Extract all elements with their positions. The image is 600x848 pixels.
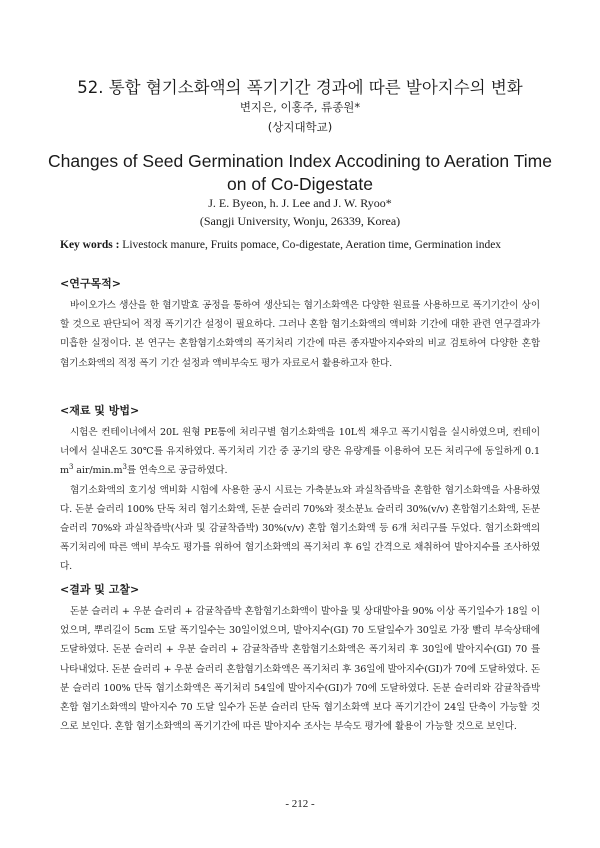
methods-p1-tail: 를 연속으로 공급하였다. bbox=[126, 465, 228, 477]
methods-paragraph-1 bbox=[60, 423, 540, 481]
methods-p1-text: 시험은 컨테이너에서 20L 원형 PE통에 처리구별 혐기소화액을 10L씩 채우고 폭기시험을 실시하였으며, 컨테이너에서 실내온도 30℃를 유지하였다. 폭기처리 기간 중 공기의 량은 유량계를 이용하여 모든 처리구에 동일하게 0.1 m bbox=[60, 427, 540, 477]
korean-affiliation: (상지대학교) bbox=[267, 120, 333, 134]
section-heading-methods: <재료 및 방법> bbox=[60, 404, 140, 417]
keywords bbox=[60, 239, 540, 251]
purpose-paragraph: 바이오가스 생산을 한 혐기발효 공정을 통하여 생산되는 혐기소화액은 다양한 원료를 사용하므로 폭기기간이 상이할 것으로 판단되어 적정 폭기기간 설정이 필요하다. 그러나 혼합 혐기소화액의 액비화 기간에 대한 관련 연구결과가 미흡한 실정이다. 본 연구는 혼합혐기소화액의 폭기처리 기간에 따른 종자발아지수와의 비교 검토하여 다양한 혼합 혐기소화액의 적정 폭기 기간 설정과 액비부숙도 평가 자료로서 활용하고자 한다. bbox=[60, 300, 540, 369]
section-heading-purpose: <연구목적> bbox=[60, 277, 121, 290]
korean-authors: 변지은, 이홍주, 류종원* bbox=[239, 100, 361, 114]
keywords-text: Livestock manure, Fruits pomace, Co-digestate, Aeration time, Germination index bbox=[122, 239, 502, 251]
section-purpose bbox=[60, 275, 540, 373]
results-paragraph: 돈분 슬러리 + 우분 슬러리 + 감귤착즙박 혼합혐기소화액이 발아율 및 상대발아율 90% 이상 폭기일수가 18일 이었으며, 뿌리길이 5cm 도달 폭기일수는 30일이었으며, 발아지수(GI) 70 도달일수가 30일로 가장 빨리 부숙상태에 도달하였다. 돈분 슬러리 + 우분 슬러리 + 감귤착즙박 혼합혐기소화액은 폭기처리 후 30일에 발아지수(GI) 70 를 나타내었다. 돈분 슬러리 + 우분 슬러리 혼합혐기소화액은 폭기처리 후 36일에 발아지수(GI)가 70에 도달하였다. 돈분 슬러리 100% 단독 혐기소화액은 폭기처리 54일에 발아지수(GI)가 70에 도달하였다. 돈분 슬러리와 감귤착즙박 혼합 혐기소화액의 발아지수 70 도달 일수가 돈분 슬러리 단독 혐기소화액 보다 폭기기간이 24일 단축이 가능할 것으로 보인다. 혼합 혐기소화액의 폭기기간에 따른 발아지수 조사는 부숙도 평가에 활용이 가능할 것으로 보인다. bbox=[60, 606, 540, 733]
section-heading-results: <결과 및 고찰> bbox=[60, 583, 140, 596]
english-title: Changes of Seed Germination Index Accodining to Aeration Time on of Co-Digestate bbox=[48, 151, 552, 194]
unit-superscript: 3 bbox=[69, 463, 74, 472]
unit-superscript: 3 bbox=[122, 463, 127, 472]
section-results bbox=[60, 581, 540, 736]
methods-p1-unit: air/min.m bbox=[73, 465, 123, 477]
english-affiliation: (Sangji University, Wonju, 26339, Korea) bbox=[199, 214, 401, 228]
page-number: - 212 - bbox=[285, 798, 315, 810]
english-authors: J. E. Byeon, h. J. Lee and J. W. Ryoo* bbox=[208, 196, 392, 210]
korean-title: 52. 통합 혐기소화액의 폭기기간 경과에 따른 발아지수의 변화 bbox=[77, 78, 523, 97]
section-methods bbox=[60, 402, 540, 577]
keywords-label: Key words : bbox=[60, 239, 120, 251]
methods-paragraph-2: 혐기소화액의 호기성 액비화 시험에 사용한 공시 시료는 가축분뇨와 과실착즙박을 혼합한 혐기소화액을 사용하였다. 돈분 슬러리 100% 단독 처리 혐기소화액, 돈분 슬러리 70%와 젖소분뇨 슬러리 30%(v/v) 혼합혐기소화액, 돈분 슬러리 70%와 과실착즙박(사과 및 감귤착즙박) 30%(v/v) 혼합 혐기소화액 등 6개 처리구를 두었다. 혐기소화액의 폭기처리에 따른 액비 부숙도 평가를 위하여 혐기소화액의 폭기처리 후 6일 간격으로 채취하여 발아지수를 조사하였다. bbox=[60, 484, 540, 573]
